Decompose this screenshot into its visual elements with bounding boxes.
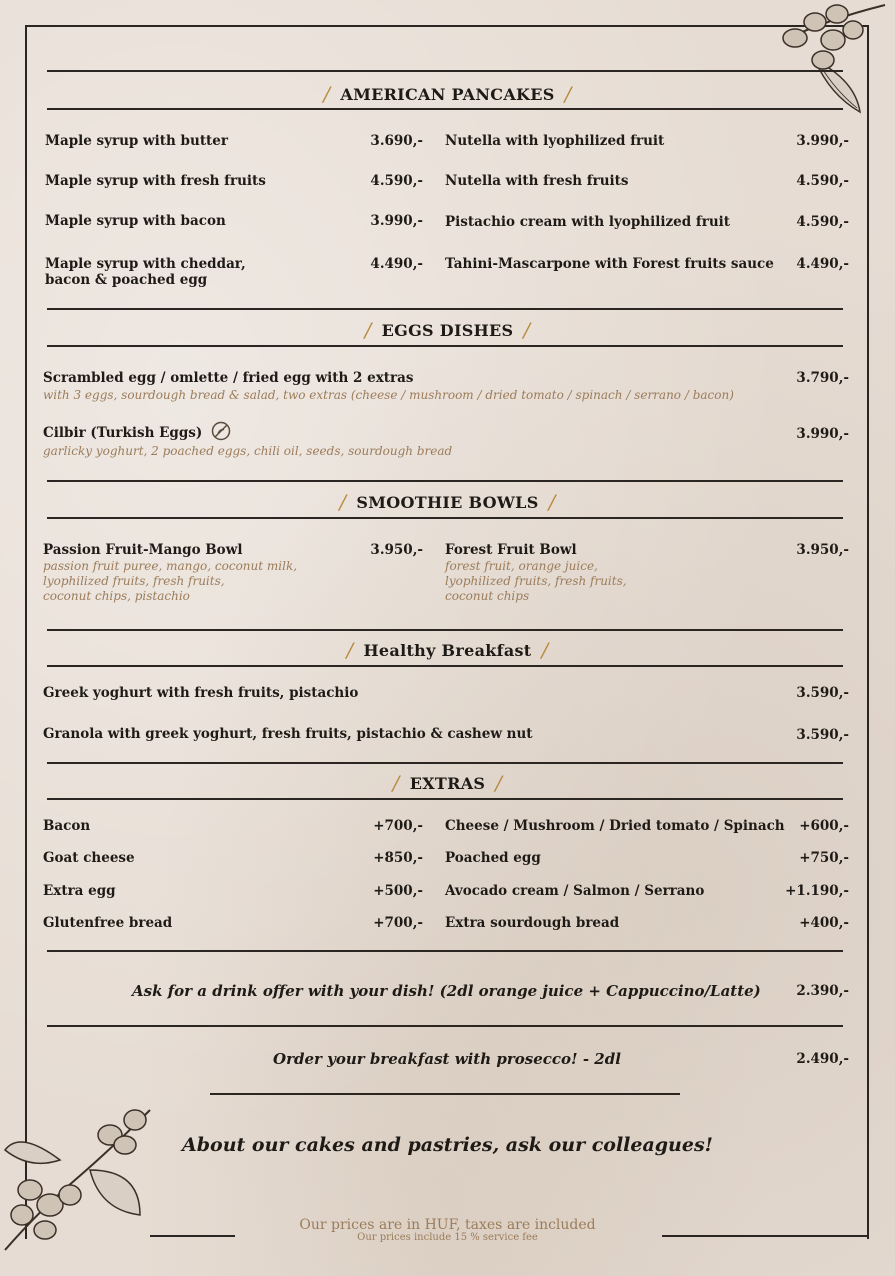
divider (47, 517, 843, 519)
menu-item: Bacon (43, 818, 91, 834)
menu-item-line2: bacon & poached egg (45, 272, 208, 288)
prosecco-offer-price: 2.490,- (796, 1051, 849, 1067)
menu-price: +1.190,- (785, 883, 849, 899)
slash-ornament-icon: / (323, 82, 331, 106)
menu-price: 4.590,- (370, 173, 423, 189)
menu-item: Maple syrup with fresh fruits (45, 173, 266, 189)
menu-price: 3.990,- (796, 133, 849, 149)
menu-price: +500,- (373, 883, 423, 899)
section-title-pancakes: / AMERICAN PANCAKES / (323, 82, 572, 106)
prosecco-offer-text: Order your breakfast with prosecco! - 2dl (273, 1050, 621, 1068)
menu-item: Forest Fruit Bowl (445, 542, 577, 558)
menu-price: +700,- (373, 818, 423, 834)
menu-item: Maple syrup with cheddar, (45, 256, 246, 272)
menu-item-desc: lyophilized fruits, fresh fruits, (445, 574, 627, 588)
menu-item: Extra sourdough bread (445, 915, 620, 931)
divider (47, 629, 843, 631)
menu-item: Pistachio cream with lyophilized fruit (445, 214, 730, 230)
menu-price: 3.790,- (796, 370, 849, 386)
divider (47, 1025, 843, 1027)
cakes-note: About our cakes and pastries, ask our colleagues! (182, 1134, 713, 1156)
menu-price: +600,- (799, 818, 849, 834)
menu-item: Glutenfree bread (43, 915, 173, 931)
divider (210, 1093, 680, 1095)
menu-price: 3.590,- (796, 727, 849, 743)
menu-item: Cilbir (Turkish Eggs) (43, 425, 203, 441)
menu-item: Maple syrup with butter (45, 133, 228, 149)
menu-item: Cheese / Mushroom / Dried tomato / Spinach (445, 818, 785, 834)
divider (47, 70, 843, 72)
section-title-eggs: / EGGS DISHES / (364, 318, 531, 342)
menu-price: 3.590,- (796, 685, 849, 701)
slash-ornament-icon: / (495, 771, 503, 795)
divider (47, 798, 843, 800)
divider (47, 308, 843, 310)
menu-item: Nutella with lyophilized fruit (445, 133, 665, 149)
menu-price: 4.590,- (796, 173, 849, 189)
menu-price: 3.990,- (796, 426, 849, 442)
section-title-smoothie: / SMOOTHIE BOWLS / (339, 490, 556, 514)
menu-price: 3.950,- (370, 542, 423, 558)
menu-item: Extra egg (43, 883, 116, 899)
menu-item-desc: lyophilized fruits, fresh fruits, (43, 574, 225, 588)
divider (47, 108, 843, 110)
menu-item: Goat cheese (43, 850, 135, 866)
slash-ornament-icon: / (346, 638, 354, 662)
divider (47, 665, 843, 667)
menu-price: 4.490,- (796, 256, 849, 272)
divider (47, 345, 843, 347)
drink-offer-text: Ask for a drink offer with your dish! (2dl orange juice + Cappuccino/Latte) (132, 982, 761, 1000)
menu-item: Poached egg (445, 850, 541, 866)
footer-service-fee-note: Our prices include 15 % service fee (357, 1232, 538, 1243)
menu-item-desc: forest fruit, orange juice, (445, 559, 598, 573)
menu-price: 3.690,- (370, 133, 423, 149)
menu-item: Granola with greek yoghurt, fresh fruits, pistachio & cashew nut (43, 726, 533, 742)
divider (47, 480, 843, 482)
divider (47, 762, 843, 764)
slash-ornament-icon: / (339, 490, 347, 514)
menu-item-desc: coconut chips, pistachio (43, 589, 190, 603)
divider (47, 950, 843, 952)
menu-item: Greek yoghurt with fresh fruits, pistachio (43, 685, 359, 701)
menu-item: Passion Fruit-Mango Bowl (43, 542, 243, 558)
menu-price: 3.990,- (370, 213, 423, 229)
menu-item-desc: passion fruit puree, mango, coconut milk, (43, 559, 298, 573)
menu-price: +700,- (373, 915, 423, 931)
slash-ornament-icon: / (541, 638, 549, 662)
menu-price: 4.490,- (370, 256, 423, 272)
slash-ornament-icon: / (523, 318, 531, 342)
menu-item: Tahini-Mascarpone with Forest fruits sauce (445, 256, 774, 272)
menu-item: Maple syrup with bacon (45, 213, 226, 229)
slash-ornament-icon: / (564, 82, 572, 106)
menu-item: Avocado cream / Salmon / Serrano (445, 883, 705, 899)
drink-offer-price: 2.390,- (796, 983, 849, 999)
menu-item-desc: coconut chips (445, 589, 530, 603)
section-title-extras: / EXTRAS / (392, 771, 503, 795)
menu-item: Nutella with fresh fruits (445, 173, 629, 189)
menu-price: +400,- (799, 915, 849, 931)
slash-ornament-icon: / (392, 771, 400, 795)
no-gluten-icon (211, 421, 231, 441)
menu-price: +850,- (373, 850, 423, 866)
menu-price: 4.590,- (796, 214, 849, 230)
menu-item: Scrambled egg / omlette / fried egg with 2 extras (43, 370, 414, 386)
menu-price: 3.950,- (796, 542, 849, 558)
menu-item-desc: with 3 eggs, sourdough bread & salad, two extras (cheese / mushroom / dried tomato / spinach / serrano / bacon) (43, 388, 734, 402)
footer-prices-note: Our prices are in HUF, taxes are included (299, 1217, 596, 1233)
slash-ornament-icon: / (364, 318, 372, 342)
section-title-healthy: / Healthy Breakfast / (346, 638, 549, 662)
menu-price: +750,- (799, 850, 849, 866)
slash-ornament-icon: / (548, 490, 556, 514)
menu-item-desc: garlicky yoghurt, 2 poached eggs, chili oil, seeds, sourdough bread (43, 444, 453, 458)
